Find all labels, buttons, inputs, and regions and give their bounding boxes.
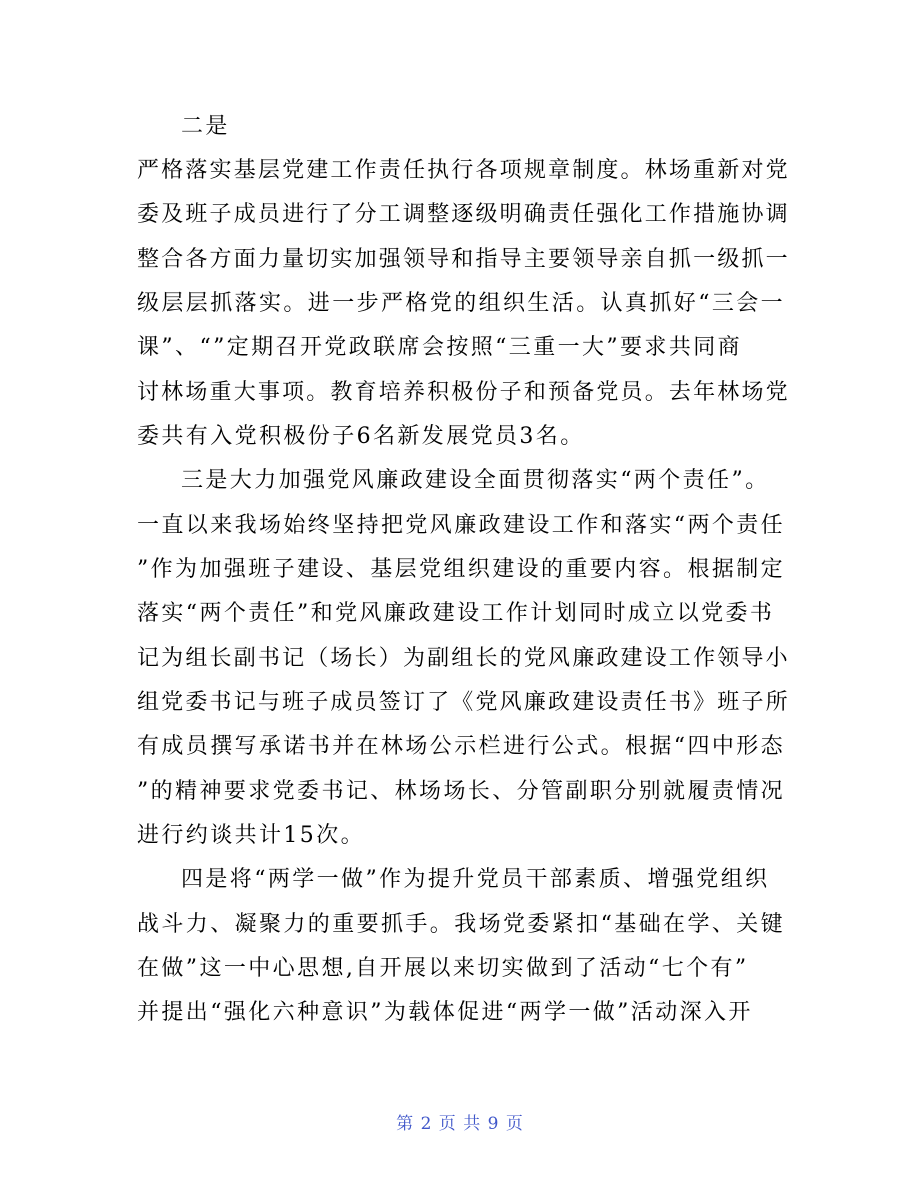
paragraph-line: 组党委书记与班子成员签订了《党风廉政建设责任书》班子所 bbox=[137, 690, 790, 715]
paragraph-line: 四是将“两学一做”作为提升党员干部素质、增强党组织 bbox=[181, 867, 770, 892]
paragraph-line: 战斗力、凝聚力的重要抓手。我场党委紧扣“基础在学、关键 bbox=[137, 912, 786, 937]
paragraph-line: 二是 bbox=[181, 114, 230, 139]
paragraph-line: 严格落实基层党建工作责任执行各项规章制度。林场重新对党 bbox=[137, 158, 790, 183]
paragraph-line: ”作为加强班子建设、基层党组织建设的重要内容。根据制定 bbox=[137, 557, 786, 582]
paragraph-line: 课”、“”定期召开党政联席会按照“三重一大”要求共同商 bbox=[137, 335, 743, 360]
paragraph-line: 进行约谈共计15次。 bbox=[137, 823, 365, 848]
paragraph-line: 三是大力加强党风廉政建设全面贯彻落实“两个责任”。 bbox=[181, 468, 770, 493]
page-number-footer: 第 2 页 共 9 页 bbox=[396, 1114, 524, 1134]
paragraph-line: 委及班子成员进行了分工调整逐级明确责任强化工作措施协调 bbox=[137, 202, 790, 227]
paragraph-line: 级层层抓落实。进一步严格党的组织生活。认真抓好“三会一 bbox=[137, 291, 786, 316]
paragraph-line: 委共有入党积极份子6名新发展党员3名。 bbox=[137, 424, 585, 449]
paragraph-line: 一直以来我场始终坚持把党风廉政建设工作和落实“两个责任 bbox=[137, 513, 786, 538]
paragraph-line: 落实“两个责任”和党风廉政建设工作计划同时成立以党委书 bbox=[137, 601, 775, 626]
paragraph-line: 整合各方面力量切实加强领导和指导主要领导亲自抓一级抓一 bbox=[137, 247, 790, 272]
paragraph-line: 记为组长副书记（场长）为副组长的党风廉政建设工作领导小 bbox=[137, 646, 790, 671]
paragraph-line: 在做”这一中心思想,自开展以来切实做到了活动“七个有” bbox=[137, 956, 749, 981]
paragraph-line: 有成员撰写承诺书并在林场公示栏进行公式。根据“四中形态 bbox=[137, 734, 786, 759]
paragraph-line: 讨林场重大事项。教育培养积极份子和预备党员。去年林场党 bbox=[137, 380, 790, 405]
paragraph-line: 并提出“强化六种意识”为载体促进“两学一做”活动深入开 bbox=[137, 1000, 753, 1025]
paragraph-line: ”的精神要求党委书记、林场场长、分管副职分别就履责情况 bbox=[137, 779, 786, 804]
